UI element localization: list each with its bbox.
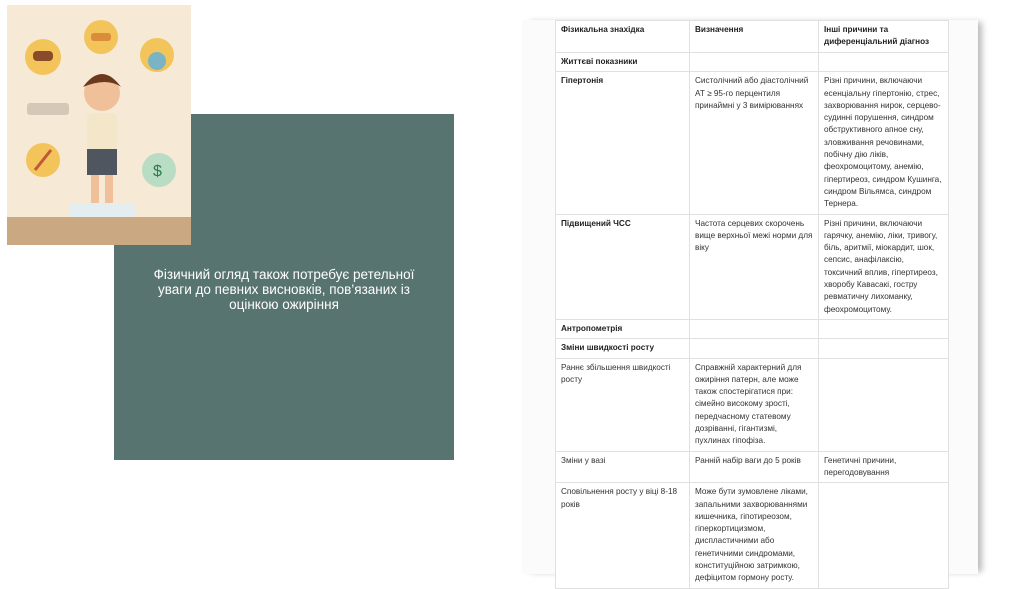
table-cell: Підвищений ЧСС: [556, 214, 690, 319]
table-cell: Життєві показники: [556, 53, 690, 72]
findings-table-image: [522, 20, 978, 583]
table-cell: [819, 358, 949, 451]
boy-on-scale-illustration: [7, 5, 191, 245]
header-cell: Визначення: [690, 21, 819, 53]
table-cell: Систолічний або діастолічний АТ ≥ 95-го перцентиля принаймні у 3 вимірюваннях: [690, 72, 819, 214]
table-cell: Може бути зумовлене ліками, запальними захворюваннями кишечника, гіпотиреозом, гіперкортицизмом, диспластичними або генетичними синдромами, конституційною затримкою, дефіцитом гормону росту.: [690, 483, 819, 588]
table-cell: Сповільнення росту у віці 8-18 років: [556, 483, 690, 588]
table-row: [556, 451, 949, 483]
table-cell: Різні причини, включаючи гарячку, анемію, ліки, тривогу, біль, аритмії, міокардит, шок, сепсис, анафілаксію, токсичний вплив, гіпертиреоз, хворобу Кавасакі, гостру ревматичну лихоманку, феохромоцитому.: [819, 214, 949, 319]
table-cell: [690, 319, 819, 338]
table-cell: Частота серцевих скорочень вище верхньої межі норми для віку: [690, 214, 819, 319]
table-cell: Раннє збільшення швидкості росту: [556, 358, 690, 451]
table-row: [556, 53, 949, 72]
table-cell: [819, 483, 949, 588]
table-row: [556, 214, 949, 319]
slide-text: Фізичний огляд також потребує ретельної уваги до певних висновків, пов’язаних із оцінкою ожиріння: [153, 267, 415, 312]
findings-table: [555, 20, 949, 589]
table-cell: [819, 339, 949, 358]
table-row: [556, 358, 949, 451]
table-cell: Гіпертонія: [556, 72, 690, 214]
table-row: [556, 72, 949, 214]
table-cell: [819, 53, 949, 72]
header-cell: Інші причини та диференціальний діагноз: [819, 21, 949, 53]
table-cell: Справжній характерний для ожиріння патерн, але може також спостерігатися при: сімейно високому зрості, передчасному статевому дозріванні, гігантизмі, пухлинах гіпофіза.: [690, 358, 819, 451]
table-cell: Різні причини, включаючи есенціальну гіпертонію, стрес, захворювання нирок, серцево-судинні порушення, синдром обструктивного апное сну, зловживання речовинами, побічну дію ліків, феохромоцитому, анемію, гіпертиреоз, синдром Кушинга, синдром Вільямса, синдром Тернера.: [819, 72, 949, 214]
table-cell: Зміни у вазі: [556, 451, 690, 483]
table-row: [556, 339, 949, 358]
table-cell: Зміни швидкості росту: [556, 339, 690, 358]
table-header-row: [556, 21, 949, 53]
table-row: [556, 483, 949, 588]
table-cell: [819, 319, 949, 338]
table-row: [556, 319, 949, 338]
table-cell: Генетичні причини, перегодовування: [819, 451, 949, 483]
table-cell: [690, 53, 819, 72]
svg-text:$: $: [153, 163, 162, 180]
table-cell: Ранній набір ваги до 5 років: [690, 451, 819, 483]
table-cell: Антропометрія: [556, 319, 690, 338]
table-cell: [690, 339, 819, 358]
header-cell: Фізикальна знахідка: [556, 21, 690, 53]
